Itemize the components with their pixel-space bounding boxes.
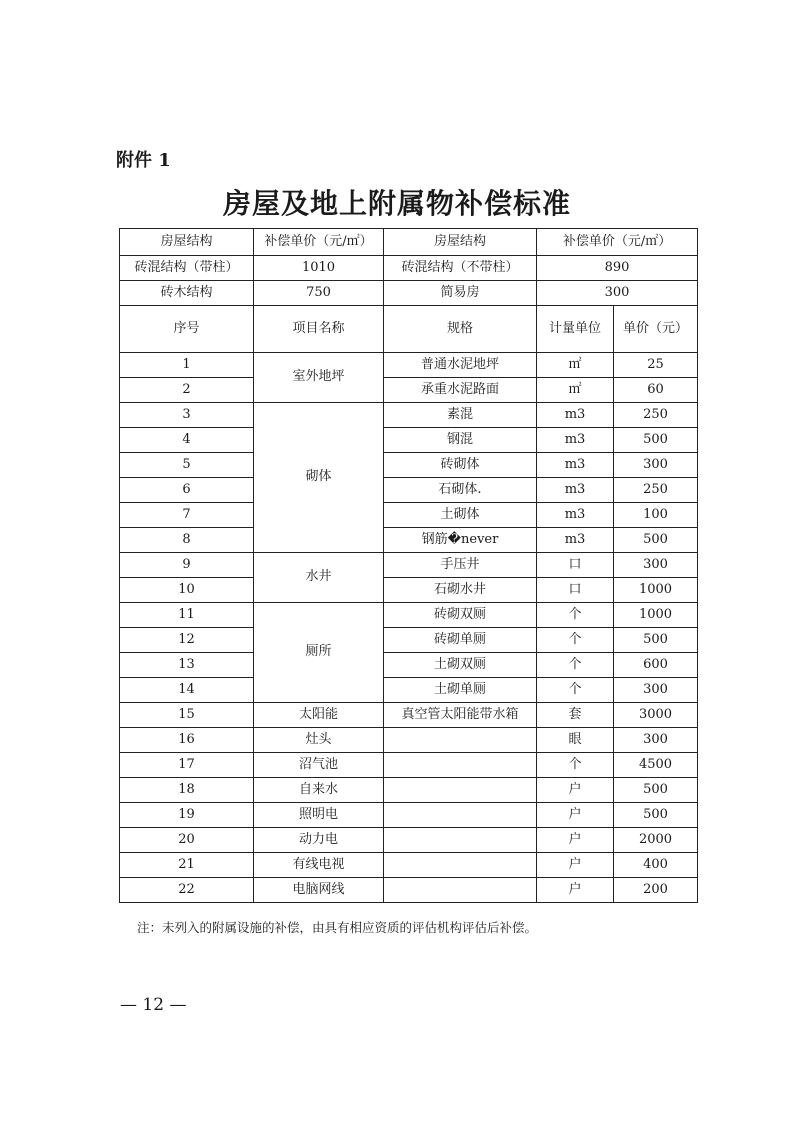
page-title: 房屋及地上附属物补偿标准 (222, 187, 571, 220)
table-row (120, 728, 698, 753)
price-cell: 1000 (614, 603, 698, 628)
seq-cell: 13 (120, 653, 254, 678)
spec-cell: 钢混 (384, 428, 537, 453)
unit-header: 计量单位 (537, 306, 614, 353)
unit-cell: 个 (537, 678, 614, 703)
unit-cell: 户 (537, 853, 614, 878)
price-cell: 600 (614, 653, 698, 678)
table-row (120, 653, 698, 678)
seq-cell: 6 (120, 478, 254, 503)
item-header: 项目名称 (254, 306, 384, 353)
unit-cell: ㎡ (537, 353, 614, 378)
price-cell: 4500 (614, 753, 698, 778)
seq-cell: 3 (120, 403, 254, 428)
spec-cell: 手压井 (384, 553, 537, 578)
unit-cell: 眼 (537, 728, 614, 753)
item-name-cell: 照明电 (254, 803, 384, 828)
price-cell: 300 (614, 678, 698, 703)
seq-cell: 15 (120, 703, 254, 728)
price-cell: 500 (614, 428, 698, 453)
unit-cell: 个 (537, 603, 614, 628)
price-cell: 1000 (614, 578, 698, 603)
house-row (120, 281, 698, 306)
unit-cell: m3 (537, 478, 614, 503)
compensation-table (119, 228, 698, 903)
price-cell: 300 (614, 553, 698, 578)
price-cell: 300 (614, 453, 698, 478)
spec-cell (384, 878, 537, 903)
unit-cell: 户 (537, 878, 614, 903)
table-row (120, 578, 698, 603)
seq-cell: 21 (120, 853, 254, 878)
spec-cell: 石砌水井 (384, 578, 537, 603)
seq-cell: 9 (120, 553, 254, 578)
price-cell: 100 (614, 503, 698, 528)
unit-cell: m3 (537, 403, 614, 428)
price-cell: 300 (614, 728, 698, 753)
price-header: 单价（元） (614, 306, 698, 353)
item-name-cell: 自来水 (254, 778, 384, 803)
item-name-cell: 太阳能 (254, 703, 384, 728)
item-name-cell: 水井 (254, 553, 384, 603)
unit-cell: 个 (537, 628, 614, 653)
house-struct: 砖木结构 (120, 281, 254, 306)
spec-cell (384, 728, 537, 753)
spec-cell: 真空管太阳能带水箱 (384, 703, 537, 728)
spec-header: 规格 (384, 306, 537, 353)
item-name-cell: 灶头 (254, 728, 384, 753)
price-cell: 500 (614, 778, 698, 803)
seq-cell: 4 (120, 428, 254, 453)
table-row (120, 753, 698, 778)
house-struct: 砖混结构（带柱） (120, 256, 254, 281)
attachment-label: 附件 1 (116, 150, 171, 171)
table-row (120, 603, 698, 628)
table-row (120, 553, 698, 578)
table-row (120, 703, 698, 728)
seq-cell: 14 (120, 678, 254, 703)
spec-cell: 钢筋�never (384, 528, 537, 553)
seq-cell: 20 (120, 828, 254, 853)
table-row (120, 678, 698, 703)
table-row (120, 378, 698, 403)
price-cell: 400 (614, 853, 698, 878)
spec-cell (384, 753, 537, 778)
house-price-2: 300 (537, 281, 698, 306)
price-cell: 250 (614, 478, 698, 503)
spec-cell: 石砌体. (384, 478, 537, 503)
house-price: 1010 (254, 256, 384, 281)
table-row (120, 878, 698, 903)
house-struct-2: 简易房 (384, 281, 537, 306)
item-name-cell: 室外地坪 (254, 353, 384, 403)
table-row (120, 353, 698, 378)
price-cell: 200 (614, 878, 698, 903)
table-row (120, 428, 698, 453)
unit-cell: 个 (537, 653, 614, 678)
seq-cell: 10 (120, 578, 254, 603)
seq-cell: 2 (120, 378, 254, 403)
unit-cell: 户 (537, 803, 614, 828)
item-name-cell: 有线电视 (254, 853, 384, 878)
page-number: — 12 — (120, 995, 187, 1015)
seq-cell: 7 (120, 503, 254, 528)
unit-cell: 套 (537, 703, 614, 728)
spec-cell (384, 853, 537, 878)
unit-cell: ㎡ (537, 378, 614, 403)
price-cell: 2000 (614, 828, 698, 853)
seq-cell: 8 (120, 528, 254, 553)
item-name-cell: 厕所 (254, 603, 384, 703)
table-row (120, 778, 698, 803)
house-price: 750 (254, 281, 384, 306)
table-row (120, 853, 698, 878)
spec-cell: 土砌体 (384, 503, 537, 528)
table-row (120, 803, 698, 828)
spec-cell: 砖砌单厕 (384, 628, 537, 653)
table-row (120, 453, 698, 478)
seq-cell: 22 (120, 878, 254, 903)
unit-cell: 户 (537, 778, 614, 803)
unit-cell: 口 (537, 553, 614, 578)
spec-cell: 砖砌双厕 (384, 603, 537, 628)
item-name-cell: 沼气池 (254, 753, 384, 778)
table-row (120, 828, 698, 853)
house-price-header-2: 补偿单价（元/㎡） (537, 229, 698, 256)
spec-cell: 承重水泥路面 (384, 378, 537, 403)
unit-cell: 口 (537, 578, 614, 603)
spec-cell: 土砌双厕 (384, 653, 537, 678)
spec-cell (384, 828, 537, 853)
seq-cell: 19 (120, 803, 254, 828)
item-name-cell: 砌体 (254, 403, 384, 553)
house-header-row (120, 229, 698, 256)
house-row (120, 256, 698, 281)
unit-cell: m3 (537, 453, 614, 478)
table-row (120, 628, 698, 653)
table-row (120, 478, 698, 503)
spec-cell: 素混 (384, 403, 537, 428)
unit-cell: 户 (537, 828, 614, 853)
table-row (120, 403, 698, 428)
table-row (120, 528, 698, 553)
footnote: 注：未列入的附属设施的补偿，由具有相应资质的评估机构评估后补偿。 (137, 920, 538, 935)
price-cell: 500 (614, 528, 698, 553)
spec-cell (384, 778, 537, 803)
seq-cell: 5 (120, 453, 254, 478)
seq-header: 序号 (120, 306, 254, 353)
price-cell: 25 (614, 353, 698, 378)
unit-cell: m3 (537, 528, 614, 553)
price-cell: 250 (614, 403, 698, 428)
spec-cell (384, 803, 537, 828)
spec-cell: 普通水泥地坪 (384, 353, 537, 378)
price-cell: 500 (614, 803, 698, 828)
items-header-row (120, 306, 698, 353)
seq-cell: 11 (120, 603, 254, 628)
spec-cell: 砖砌体 (384, 453, 537, 478)
unit-cell: m3 (537, 503, 614, 528)
house-price-2: 890 (537, 256, 698, 281)
seq-cell: 17 (120, 753, 254, 778)
seq-cell: 18 (120, 778, 254, 803)
seq-cell: 12 (120, 628, 254, 653)
spec-cell: 土砌单厕 (384, 678, 537, 703)
item-name-cell: 动力电 (254, 828, 384, 853)
unit-cell: m3 (537, 428, 614, 453)
house-price-header: 补偿单价（元/㎡） (254, 229, 384, 256)
table-row (120, 503, 698, 528)
seq-cell: 16 (120, 728, 254, 753)
price-cell: 500 (614, 628, 698, 653)
house-struct-header: 房屋结构 (120, 229, 254, 256)
seq-cell: 1 (120, 353, 254, 378)
house-struct-2: 砖混结构（不带柱） (384, 256, 537, 281)
price-cell: 60 (614, 378, 698, 403)
item-name-cell: 电脑网线 (254, 878, 384, 903)
price-cell: 3000 (614, 703, 698, 728)
house-struct-header-2: 房屋结构 (384, 229, 537, 256)
unit-cell: 个 (537, 753, 614, 778)
